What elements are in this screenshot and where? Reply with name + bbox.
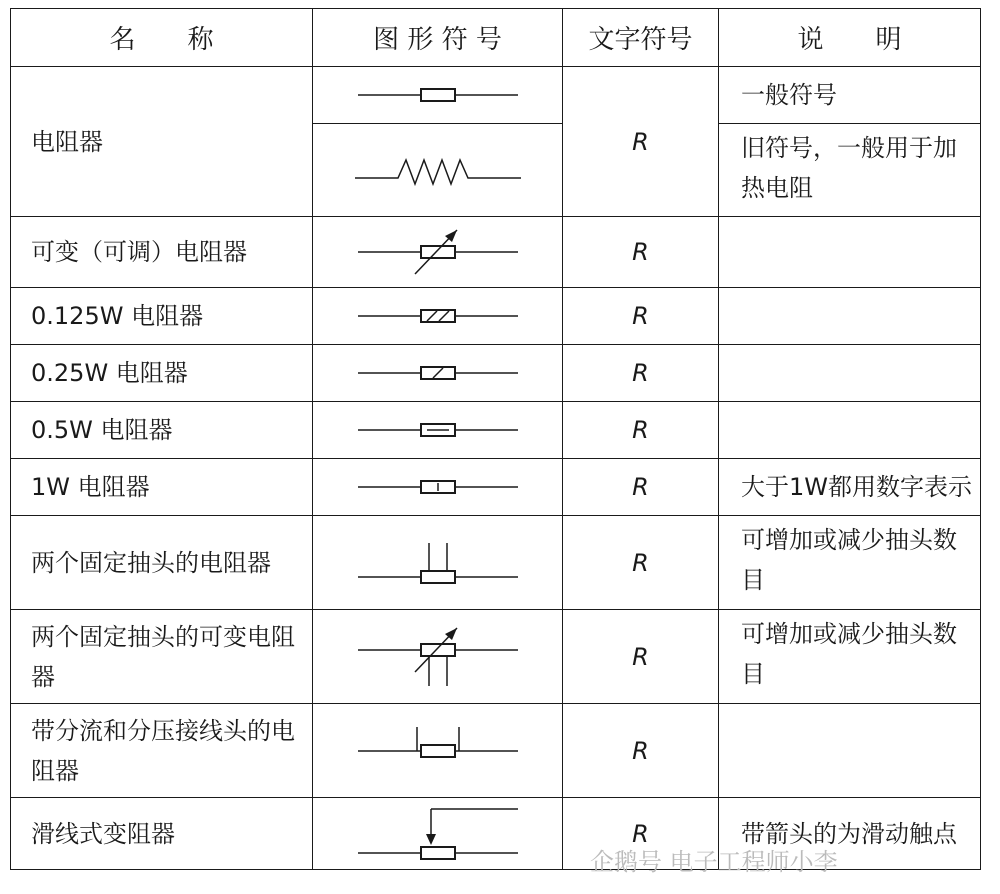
row-name: 0.5W 电阻器 <box>11 402 313 459</box>
resistor-general-symbol <box>353 80 523 110</box>
row-name: 0.25W 电阻器 <box>11 345 313 402</box>
header-note: 说 明 <box>719 9 981 67</box>
table-row <box>11 516 981 610</box>
row-letter: R <box>563 288 719 345</box>
resistor-05w-symbol <box>353 415 523 445</box>
row-letter: R <box>563 345 719 402</box>
row-name: 0.125W 电阻器 <box>11 288 313 345</box>
row-name: 两个固定抽头的可变电阻器 <box>11 610 313 704</box>
row-letter: R <box>563 402 719 459</box>
table-row <box>11 345 981 402</box>
resistor-zigzag-symbol <box>353 150 523 190</box>
symbol-cell <box>313 124 563 217</box>
resistor-shunt-divider-symbol <box>353 721 523 781</box>
symbol-cell <box>313 402 563 459</box>
row-name: 可变（可调）电阻器 <box>11 217 313 288</box>
variable-resistor-two-taps-symbol <box>353 622 523 692</box>
row-note: 可增加或减少抽头数目 <box>719 516 981 610</box>
table-row <box>11 402 981 459</box>
variable-resistor-symbol <box>353 224 523 280</box>
row-letter: R <box>563 67 719 217</box>
header-symbol: 图 形 符 号 <box>313 9 563 67</box>
symbol-cell <box>313 459 563 516</box>
row-name: 1W 电阻器 <box>11 459 313 516</box>
row-letter: R <box>563 610 719 704</box>
slide-rheostat-symbol <box>353 801 523 867</box>
resistor-1w-symbol <box>353 472 523 502</box>
symbol-cell <box>313 67 563 124</box>
symbol-cell <box>313 217 563 288</box>
row-note: 带箭头的为滑动触点 <box>719 798 981 870</box>
table-row <box>11 459 981 516</box>
header-name: 名 称 <box>11 9 313 67</box>
resistor-025w-symbol <box>353 358 523 388</box>
row-note <box>719 345 981 402</box>
row-note: 大于1W都用数字表示 <box>719 459 981 516</box>
header-row <box>11 9 981 67</box>
resistor-two-taps-symbol <box>353 533 523 593</box>
table-row <box>11 704 981 798</box>
table-row <box>11 288 981 345</box>
symbol-cell <box>313 704 563 798</box>
row-letter: R <box>563 516 719 610</box>
row-name: 带分流和分压接线头的电阻器 <box>11 704 313 798</box>
header-letter: 文字符号 <box>563 9 719 67</box>
row-note <box>719 288 981 345</box>
symbol-cell <box>313 798 563 870</box>
table-row <box>11 610 981 704</box>
symbol-cell <box>313 610 563 704</box>
table-row <box>11 217 981 288</box>
row-letter: R <box>563 217 719 288</box>
row-note: 可增加或减少抽头数目 <box>719 610 981 704</box>
row-note: 一般符号 <box>719 67 981 124</box>
resistor-symbol-table <box>10 8 981 870</box>
row-name: 滑线式变阻器 <box>11 798 313 870</box>
row-note <box>719 217 981 288</box>
row-letter: R <box>563 459 719 516</box>
row-note <box>719 704 981 798</box>
watermark: 企鹅号 电子工程师小李 <box>590 848 838 876</box>
row-letter: R <box>563 704 719 798</box>
row-name: 两个固定抽头的电阻器 <box>11 516 313 610</box>
row-note <box>719 402 981 459</box>
table-row <box>11 67 981 124</box>
row-name: 电阻器 <box>11 67 313 217</box>
symbol-cell <box>313 516 563 610</box>
symbol-cell <box>313 345 563 402</box>
symbol-cell <box>313 288 563 345</box>
resistor-0125w-symbol <box>353 301 523 331</box>
row-letter: R <box>563 798 719 870</box>
row-note: 旧符号，一般用于加热电阻 <box>719 124 981 217</box>
